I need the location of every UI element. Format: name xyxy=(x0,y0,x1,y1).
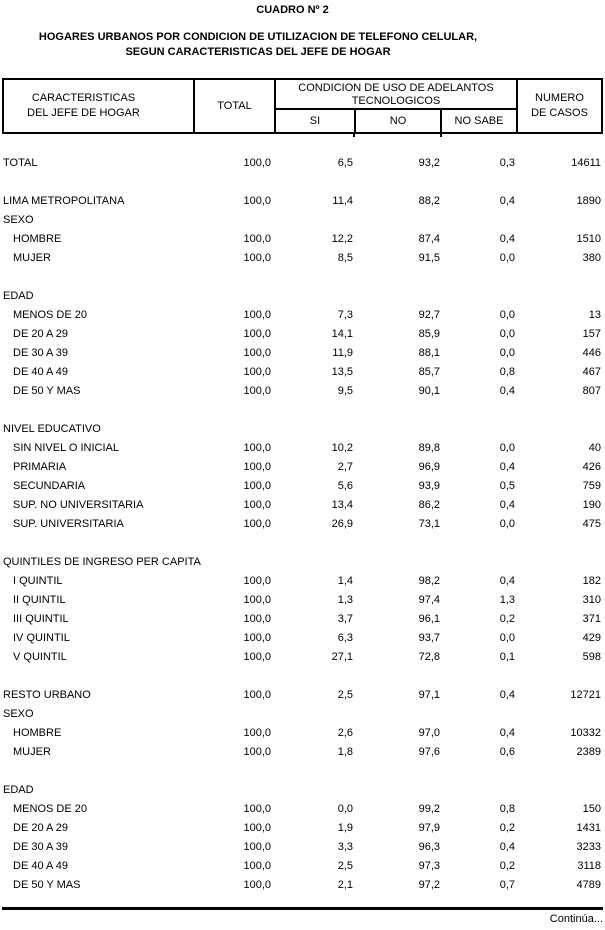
cell-total: 100,0 xyxy=(243,479,271,492)
subtitle-line-2: SEGUN CARACTERISTICAS DEL JEFE DE HOGAR xyxy=(125,46,391,58)
table-row xyxy=(0,723,605,742)
row-label: SEXO xyxy=(3,213,34,226)
header-numero-line-1: NUMERO xyxy=(535,92,584,104)
cell-total: 100,0 xyxy=(243,802,271,815)
cell-no-sabe: 0,4 xyxy=(499,726,515,739)
cell-no-sabe: 0,0 xyxy=(499,346,515,359)
cell-total: 100,0 xyxy=(243,308,271,321)
cell-no: 87,4 xyxy=(418,232,440,245)
table-row xyxy=(0,229,605,248)
cell-no-sabe: 0,4 xyxy=(499,460,515,473)
cell-no: 97,0 xyxy=(418,726,440,739)
cell-no: 97,6 xyxy=(418,745,440,758)
table-row xyxy=(0,191,605,210)
table-row xyxy=(0,210,605,229)
cell-si: 7,3 xyxy=(337,308,353,321)
cell-total: 100,0 xyxy=(243,498,271,511)
table-row xyxy=(0,324,605,343)
cell-total: 100,0 xyxy=(243,574,271,587)
cell-total: 100,0 xyxy=(243,384,271,397)
cell-no: 88,2 xyxy=(418,194,440,207)
table-row xyxy=(0,628,605,647)
cell-no: 91,5 xyxy=(418,251,440,264)
cell-casos: 759 xyxy=(582,479,601,492)
cell-casos: 467 xyxy=(582,365,601,378)
table-row xyxy=(0,457,605,476)
table-header xyxy=(2,78,603,134)
cell-total: 100,0 xyxy=(243,365,271,378)
cell-casos: 371 xyxy=(582,612,601,625)
cell-casos: 426 xyxy=(582,460,601,473)
cell-si: 2,1 xyxy=(337,878,353,891)
table-row xyxy=(0,704,605,723)
cell-casos: 380 xyxy=(582,251,601,264)
cell-no: 96,3 xyxy=(418,840,440,853)
cell-no-sabe: 0,0 xyxy=(499,308,515,321)
row-label: DE 30 A 39 xyxy=(13,840,69,853)
cell-no-sabe: 0,2 xyxy=(499,859,515,872)
cell-no-sabe: 0,4 xyxy=(499,232,515,245)
cell-total: 100,0 xyxy=(243,688,271,701)
cell-no: 88,1 xyxy=(418,346,440,359)
cell-total: 100,0 xyxy=(243,346,271,359)
row-label: I QUINTIL xyxy=(13,574,63,587)
cell-casos: 2389 xyxy=(576,745,601,758)
row-label: DE 50 Y MAS xyxy=(13,878,81,891)
table-row xyxy=(0,419,605,438)
cell-si: 10,2 xyxy=(331,441,353,454)
spacer-row xyxy=(0,666,605,685)
cell-no-sabe: 0,7 xyxy=(499,878,515,891)
table-row xyxy=(0,552,605,571)
row-label: HOMBRE xyxy=(13,726,62,739)
cell-no-sabe: 0,5 xyxy=(499,479,515,492)
row-label: DE 20 A 29 xyxy=(13,821,69,834)
cell-casos: 807 xyxy=(582,384,601,397)
cell-casos: 429 xyxy=(582,631,601,644)
cell-no-sabe: 0,4 xyxy=(499,574,515,587)
cell-total: 100,0 xyxy=(243,821,271,834)
cell-no-sabe: 0,4 xyxy=(499,498,515,511)
row-label: PRIMARIA xyxy=(13,460,67,473)
cell-casos: 190 xyxy=(582,498,601,511)
row-label: MUJER xyxy=(13,745,51,758)
cell-no: 86,2 xyxy=(418,498,440,511)
header-no: NO xyxy=(354,110,440,132)
cell-si: 5,6 xyxy=(337,479,353,492)
cell-no: 97,1 xyxy=(418,688,440,701)
cell-casos: 1431 xyxy=(576,821,601,834)
cell-si: 9,5 xyxy=(337,384,353,397)
cell-total: 100,0 xyxy=(243,745,271,758)
cell-casos: 475 xyxy=(582,517,601,530)
header-numero-line-2: DE CASOS xyxy=(531,107,588,119)
cell-no: 85,9 xyxy=(418,327,440,340)
cell-no: 93,7 xyxy=(418,631,440,644)
row-label: III QUINTIL xyxy=(13,612,69,625)
cell-no: 72,8 xyxy=(418,650,440,663)
row-label: SUP. NO UNIVERSITARIA xyxy=(13,498,144,511)
row-label: MENOS DE 20 xyxy=(13,308,87,321)
cell-no: 96,1 xyxy=(418,612,440,625)
spacer-row xyxy=(0,761,605,780)
cell-casos: 12721 xyxy=(570,688,601,701)
table-row xyxy=(0,742,605,761)
table-row xyxy=(0,476,605,495)
table-row xyxy=(0,875,605,894)
cell-no: 73,1 xyxy=(418,517,440,530)
cell-total: 100,0 xyxy=(243,859,271,872)
table-body xyxy=(0,153,605,894)
cell-total: 100,0 xyxy=(243,631,271,644)
cell-no: 97,4 xyxy=(418,593,440,606)
cell-total: 100,0 xyxy=(243,327,271,340)
cell-si: 6,5 xyxy=(337,156,353,169)
cell-casos: 4789 xyxy=(576,878,601,891)
header-condicion-line-2: TECNOLOGICOS xyxy=(351,94,441,107)
spacer-row xyxy=(0,267,605,286)
header-total xyxy=(193,80,274,132)
row-label: RESTO URBANO xyxy=(3,688,91,701)
cell-no: 97,3 xyxy=(418,859,440,872)
cell-no: 99,2 xyxy=(418,802,440,815)
table-row xyxy=(0,362,605,381)
table-row xyxy=(0,286,605,305)
table-bottom-rule xyxy=(2,907,603,910)
table-row xyxy=(0,685,605,704)
cell-no: 92,7 xyxy=(418,308,440,321)
cell-no: 85,7 xyxy=(418,365,440,378)
cell-casos: 3118 xyxy=(577,859,601,872)
table-row xyxy=(0,590,605,609)
header-si: SI xyxy=(309,115,321,127)
header-condicion-subcolumns xyxy=(276,108,516,132)
cell-no-sabe: 0,8 xyxy=(499,802,515,815)
cell-total: 100,0 xyxy=(243,612,271,625)
header-border-stub xyxy=(440,134,442,137)
cell-si: 12,2 xyxy=(331,232,353,245)
table-row xyxy=(0,343,605,362)
header-condicion-group xyxy=(274,80,516,132)
cell-no: 90,1 xyxy=(418,384,440,397)
cell-total: 100,0 xyxy=(243,878,271,891)
cell-si: 3,3 xyxy=(337,840,353,853)
table-row xyxy=(0,609,605,628)
cell-no: 89,8 xyxy=(418,441,440,454)
table-row xyxy=(0,837,605,856)
table-row xyxy=(0,856,605,875)
cell-casos: 182 xyxy=(582,574,601,587)
table-row xyxy=(0,780,605,799)
row-label: MUJER xyxy=(13,251,51,264)
cell-no: 96,9 xyxy=(418,460,440,473)
header-total-label: TOTAL xyxy=(217,100,252,112)
header-condicion-line-1: CONDICION DE USO DE ADELANTOS xyxy=(298,81,494,94)
cell-no: 93,2 xyxy=(418,156,440,169)
cell-si: 14,1 xyxy=(331,327,353,340)
cell-casos: 1890 xyxy=(576,194,601,207)
row-label: LIMA METROPOLITANA xyxy=(3,194,125,207)
cell-si: 2,5 xyxy=(337,688,353,701)
cell-total: 100,0 xyxy=(243,593,271,606)
cell-total: 100,0 xyxy=(243,441,271,454)
header-caracteristicas xyxy=(4,80,193,132)
cell-total: 100,0 xyxy=(243,840,271,853)
spacer-row xyxy=(0,172,605,191)
cell-no-sabe: 0,4 xyxy=(499,194,515,207)
cell-si: 1,3 xyxy=(337,593,353,606)
cell-si: 13,4 xyxy=(331,498,353,511)
cell-casos: 13 xyxy=(588,308,601,321)
cell-no-sabe: 0,2 xyxy=(499,612,515,625)
row-label: DE 50 Y MAS xyxy=(13,384,81,397)
cell-no-sabe: 0,1 xyxy=(499,650,515,663)
table-row xyxy=(0,647,605,666)
cell-total: 100,0 xyxy=(243,194,271,207)
row-label: SEXO xyxy=(3,707,34,720)
cell-si: 3,7 xyxy=(337,612,353,625)
row-label: EDAD xyxy=(3,289,34,302)
cell-no-sabe: 0,4 xyxy=(499,384,515,397)
row-label: MENOS DE 20 xyxy=(13,802,87,815)
cell-si: 13,5 xyxy=(331,365,353,378)
cell-no-sabe: 0,0 xyxy=(499,327,515,340)
cell-si: 1,8 xyxy=(337,745,353,758)
cell-casos: 598 xyxy=(582,650,601,663)
row-label: V QUINTIL xyxy=(13,650,67,663)
table-row xyxy=(0,248,605,267)
cell-total: 100,0 xyxy=(243,650,271,663)
cell-casos: 446 xyxy=(582,346,601,359)
continues-label: Continúa... xyxy=(549,913,603,925)
row-label: SECUNDARIA xyxy=(13,479,86,492)
spacer-row xyxy=(0,533,605,552)
table-row xyxy=(0,514,605,533)
cell-no-sabe: 0,2 xyxy=(499,821,515,834)
cell-casos: 1510 xyxy=(576,232,601,245)
cell-no-sabe: 0,4 xyxy=(499,688,515,701)
cell-si: 11,9 xyxy=(332,346,353,359)
page-title: CUADRO Nº 2 xyxy=(256,4,329,16)
row-label: II QUINTIL xyxy=(13,593,66,606)
cell-no-sabe: 0,8 xyxy=(499,365,515,378)
table-row xyxy=(0,571,605,590)
spacer-row xyxy=(0,400,605,419)
header-numero-casos xyxy=(516,80,601,132)
cell-si: 2,5 xyxy=(337,859,353,872)
cell-no-sabe: 0,4 xyxy=(499,840,515,853)
row-label: DE 30 A 39 xyxy=(13,346,69,359)
cell-no: 97,2 xyxy=(418,878,440,891)
header-border-stub xyxy=(353,134,355,137)
row-label: NIVEL EDUCATIVO xyxy=(3,422,101,435)
cell-si: 11,4 xyxy=(332,194,353,207)
cell-total: 100,0 xyxy=(243,517,271,530)
cell-no: 98,2 xyxy=(418,574,440,587)
cell-casos: 150 xyxy=(582,802,601,815)
cell-no: 93,9 xyxy=(418,479,440,492)
cell-si: 6,3 xyxy=(337,631,353,644)
cell-no: 97,9 xyxy=(418,821,440,834)
cell-total: 100,0 xyxy=(243,232,271,245)
page-subtitle xyxy=(0,30,516,60)
cell-total: 100,0 xyxy=(243,156,271,169)
table-row xyxy=(0,305,605,324)
cell-no-sabe: 0,0 xyxy=(499,631,515,644)
subtitle-line-1: HOGARES URBANOS POR CONDICION DE UTILIZACION DE TELEFONO CELULAR, xyxy=(38,31,478,43)
row-label: EDAD xyxy=(3,783,34,796)
cell-si: 8,5 xyxy=(337,251,353,264)
row-label: DE 40 A 49 xyxy=(13,365,69,378)
cell-no-sabe: 0,0 xyxy=(499,517,515,530)
row-label: IV QUINTIL xyxy=(13,631,70,644)
cell-no-sabe: 1,3 xyxy=(499,593,515,606)
table-row xyxy=(0,381,605,400)
cell-si: 1,4 xyxy=(337,574,353,587)
table-row xyxy=(0,438,605,457)
cell-si: 27,1 xyxy=(331,650,353,663)
row-label: HOMBRE xyxy=(13,232,62,245)
cell-si: 2,6 xyxy=(337,726,353,739)
table-row xyxy=(0,153,605,172)
cell-casos: 3233 xyxy=(576,840,601,853)
header-no-sabe: NO SABE xyxy=(440,110,516,132)
cell-casos: 310 xyxy=(582,593,601,606)
cell-casos: 10332 xyxy=(570,726,601,739)
header-condicion-title xyxy=(276,80,516,108)
cell-no-sabe: 0,3 xyxy=(499,156,515,169)
cell-no-sabe: 0,6 xyxy=(499,745,515,758)
cell-total: 100,0 xyxy=(243,460,271,473)
cell-si: 1,9 xyxy=(337,821,353,834)
cell-total: 100,0 xyxy=(243,726,271,739)
cell-si: 26,9 xyxy=(331,517,353,530)
cell-casos: 157 xyxy=(582,327,601,340)
row-label: QUINTILES DE INGRESO PER CAPITA xyxy=(3,555,201,568)
cell-si: 0,0 xyxy=(337,802,353,815)
table-row xyxy=(0,799,605,818)
cell-si: 2,7 xyxy=(337,460,353,473)
row-label: TOTAL xyxy=(3,156,38,169)
cell-no-sabe: 0,0 xyxy=(499,251,515,264)
table-row xyxy=(0,818,605,837)
header-caracteristicas-line-1: CARACTERISTICAS xyxy=(31,92,136,104)
cell-total: 100,0 xyxy=(243,251,271,264)
header-caracteristicas-line-2: DEL JEFE DE HOGAR xyxy=(27,107,140,119)
cell-casos: 14611 xyxy=(571,156,601,169)
cell-casos: 40 xyxy=(588,441,601,454)
table-row xyxy=(0,495,605,514)
row-label: DE 20 A 29 xyxy=(13,327,69,340)
row-label: SUP. UNIVERSITARIA xyxy=(13,517,124,530)
row-label: SIN NIVEL O INICIAL xyxy=(13,441,119,454)
row-label: DE 40 A 49 xyxy=(13,859,69,872)
cell-no-sabe: 0,0 xyxy=(499,441,515,454)
